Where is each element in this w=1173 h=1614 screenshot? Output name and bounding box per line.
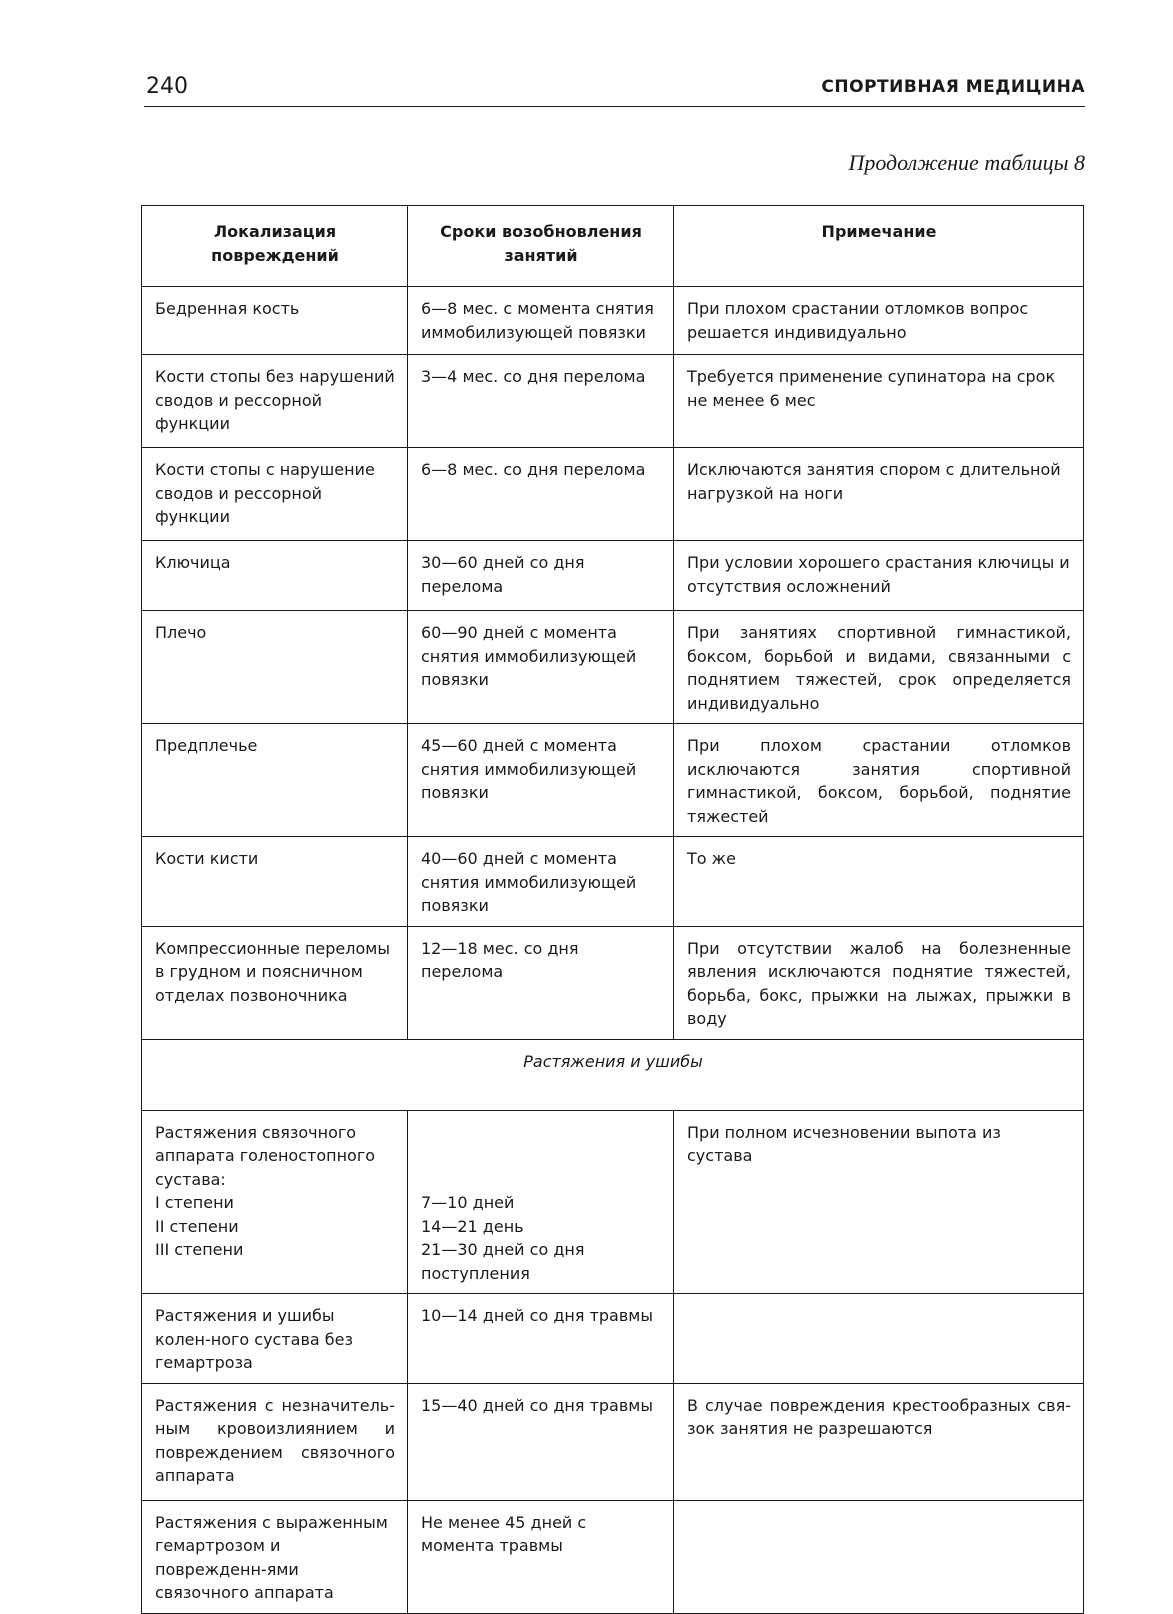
location-cell: Растяжения с незначитель-ным кровоизлиянием и повреждением связочного аппарата (142, 1383, 408, 1500)
location-cell: Кости кисти (142, 837, 408, 927)
note-cell: При плохом срастании отломков исключаются занятия спортивной гимнастикой, боксом, борьбой, поднятие тяжестей (674, 724, 1084, 837)
ankle-degree: II степени (155, 1216, 239, 1236)
ankle-term: 21—30 дней со дня поступления (421, 1240, 585, 1283)
term-cell: 12—18 мес. со дня перелома (408, 926, 674, 1039)
note-cell (674, 1294, 1084, 1384)
location-cell: Кости стопы без нарушений сводов и рессорной функции (142, 355, 408, 448)
ankle-term: 14—21 день (421, 1216, 524, 1236)
note-cell: При отсутствии жалоб на болезненные явления исключаются поднятие тяжестей, борьба, бокс, прыжки на лыжах, прыжки в воду (674, 926, 1084, 1039)
header-note: Примечание (674, 206, 1084, 287)
table-row (142, 724, 1084, 837)
location-cell: Компрессионные переломы в грудном и поясничном отделах позвоночника (142, 926, 408, 1039)
ankle-location-intro: Растяжения связочного аппарата голеностопного сустава: (155, 1122, 376, 1189)
table-row (142, 1294, 1084, 1384)
note-cell: При полном исчезновении выпота из сустава (674, 1110, 1084, 1294)
term-cell: Не менее 45 дней с момента травмы (408, 1500, 674, 1613)
note-cell: Исключаются занятия спором с длительной нагрузкой на ноги (674, 448, 1084, 541)
term-cell (408, 1110, 674, 1294)
location-cell: Предплечье (142, 724, 408, 837)
ankle-term: 7—10 дней (421, 1193, 515, 1212)
location-cell: Растяжения и ушибы колен-ного сустава без гемартроза (142, 1294, 408, 1384)
term-cell: 60—90 дней с момента снятия иммобилизующей повязки (408, 611, 674, 724)
note-cell (674, 1500, 1084, 1613)
table-row (142, 355, 1084, 448)
table-row (142, 1110, 1084, 1294)
table-row (142, 926, 1084, 1039)
ankle-degree: I степени (155, 1193, 234, 1212)
location-cell: Бедренная кость (142, 287, 408, 355)
location-cell: Растяжения с выраженным гемартрозом и поврежденн-ями связочного аппарата (142, 1500, 408, 1613)
term-cell: 45—60 дней с момента снятия иммобилизующей повязки (408, 724, 674, 837)
header-location: Локализация повреждений (142, 206, 408, 287)
note-cell: При плохом срастании отломков вопрос решается индивидуально (674, 287, 1084, 355)
table-row (142, 541, 1084, 611)
term-cell: 15—40 дней со дня травмы (408, 1383, 674, 1500)
table-row (142, 287, 1084, 355)
note-cell: Требуется применение супинатора на срок не менее 6 мес (674, 355, 1084, 448)
table-continuation-label: Продолжение таблицы 8 (848, 150, 1085, 175)
location-cell: Плечо (142, 611, 408, 724)
note-cell: При условии хорошего срастания ключицы и отсутствия осложнений (674, 541, 1084, 611)
term-cell: 6—8 мес. со дня перелома (408, 448, 674, 541)
table-row (142, 837, 1084, 927)
header-term: Сроки возобновления занятий (408, 206, 674, 287)
note-cell: При занятиях спортивной гимнастикой, боксом, борьбой и видами, связанными с поднятием тяжестей, срок определяется индивидуально (674, 611, 1084, 724)
location-cell: Ключица (142, 541, 408, 611)
sports-injury-table (141, 205, 1084, 1614)
term-cell: 40—60 дней с момента снятия иммобилизующей повязки (408, 837, 674, 927)
location-cell (142, 1110, 408, 1294)
running-header: СПОРТИВНАЯ МЕДИЦИНА (821, 77, 1085, 97)
term-cell: 6—8 мес. с момента снятия иммобилизующей повязки (408, 287, 674, 355)
table-header-row (142, 206, 1084, 287)
table-row (142, 448, 1084, 541)
table-row (142, 1500, 1084, 1613)
section-title: Растяжения и ушибы (142, 1039, 1084, 1110)
spacer (421, 1168, 661, 1192)
page-number: 240 (146, 74, 188, 99)
header-rule (144, 106, 1085, 107)
spacer (421, 1121, 661, 1145)
note-cell: То же (674, 837, 1084, 927)
location-cell: Кости стопы с нарушение сводов и рессорной функции (142, 448, 408, 541)
note-cell: В случае повреждения крестообразных свя-зок занятия не разрешаются (674, 1383, 1084, 1500)
spacer (421, 1144, 661, 1168)
term-cell: 3—4 мес. со дня перелома (408, 355, 674, 448)
term-cell: 10—14 дней со дня травмы (408, 1294, 674, 1384)
table-row (142, 611, 1084, 724)
table-row (142, 1383, 1084, 1500)
ankle-degree: III степени (155, 1240, 244, 1259)
term-cell: 30—60 дней со дня перелома (408, 541, 674, 611)
section-row (142, 1039, 1084, 1110)
